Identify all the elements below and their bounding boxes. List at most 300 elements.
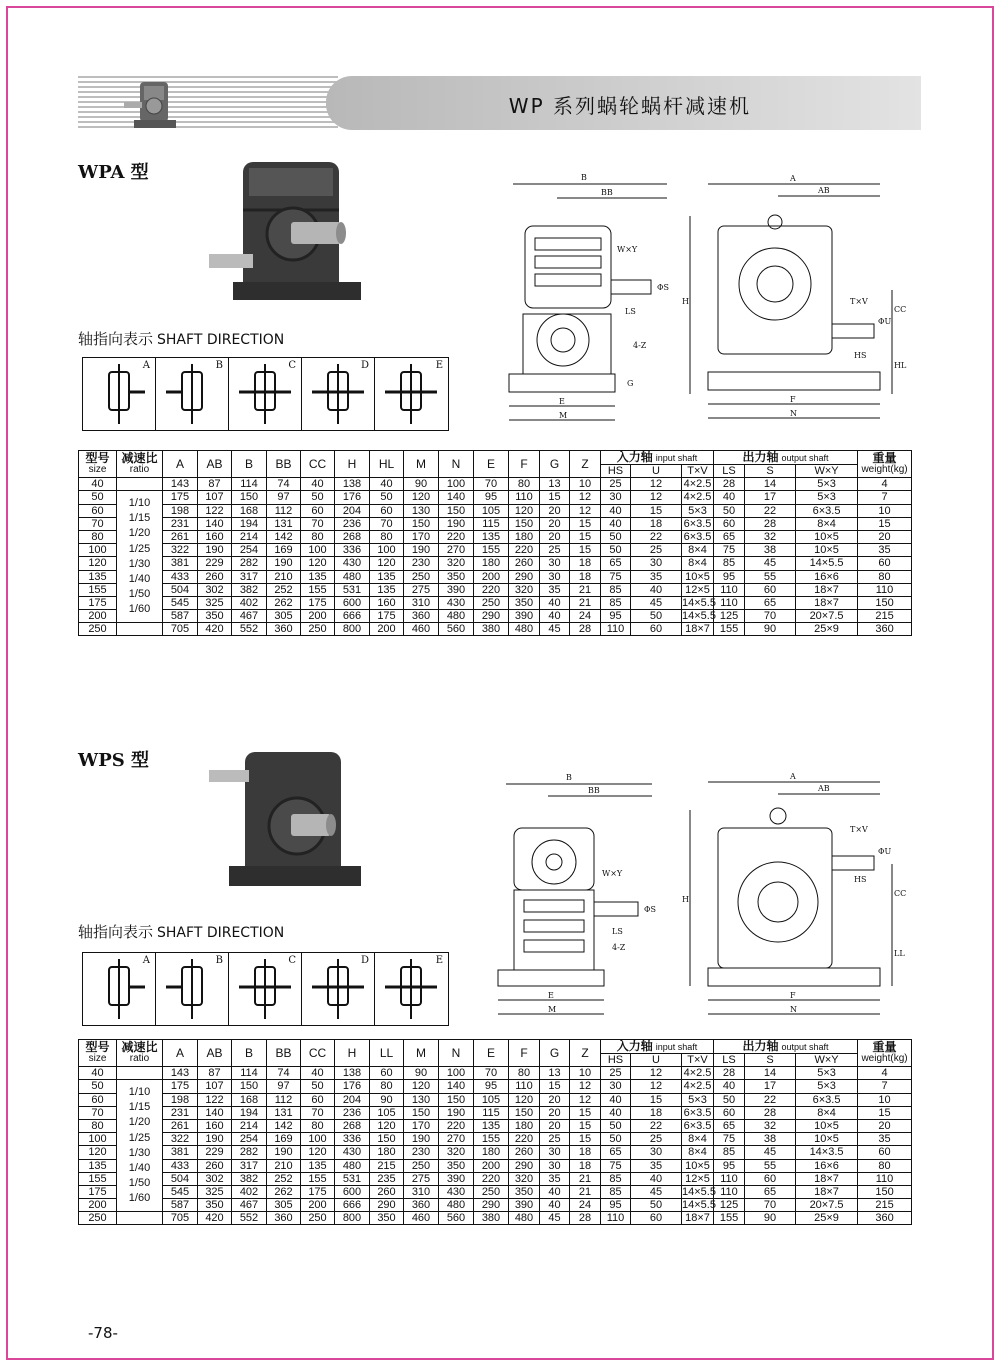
table-cell: 200 (474, 1159, 509, 1172)
table-cell: 50 (601, 544, 631, 557)
drawing-label: A (790, 174, 796, 183)
table-cell: 260 (509, 557, 540, 570)
table-cell: 120 (509, 504, 540, 517)
table-cell: 20×7.5 (796, 610, 858, 623)
table-cell: 10×5 (796, 544, 858, 557)
table-cell: 190 (267, 1146, 301, 1159)
wps-shaft-direction-en: SHAFT DIRECTION (157, 925, 285, 941)
table-cell: 150 (439, 504, 474, 517)
table-cell: 65 (601, 557, 631, 570)
table-row (79, 504, 912, 517)
table-cell: 290 (474, 610, 509, 623)
table-cell: 60 (79, 1093, 117, 1106)
table-cell: 35 (858, 1133, 912, 1146)
table-cell: 120 (404, 491, 439, 504)
table-cell: 190 (439, 1106, 474, 1119)
table-cell: 7 (858, 1080, 912, 1093)
table-cell: 28 (714, 478, 745, 491)
table-cell: 430 (335, 1146, 370, 1159)
dim-header: A (163, 451, 198, 478)
output-col-header: S (745, 1054, 796, 1067)
table-cell: 215 (858, 610, 912, 623)
wps-direction-e (375, 953, 448, 1025)
table-cell: 90 (370, 1093, 404, 1106)
table-cell: 25 (601, 1067, 631, 1080)
table-cell: 350 (198, 1199, 232, 1212)
ratio-value: 1/15 (128, 512, 151, 525)
table-cell: 200 (474, 570, 509, 583)
table-cell: 302 (198, 583, 232, 596)
table-cell: 150 (509, 517, 540, 530)
table-cell: 250 (474, 1185, 509, 1198)
table-cell: 32 (745, 1119, 796, 1132)
table-cell: 15 (540, 1080, 570, 1093)
table-cell: 122 (198, 1093, 232, 1106)
dim-header: BB (267, 451, 301, 478)
table-cell: 32 (745, 530, 796, 543)
table-row (79, 1119, 912, 1132)
table-cell: 135 (370, 583, 404, 596)
table-cell: 268 (335, 530, 370, 543)
table-cell: 35 (540, 583, 570, 596)
table-cell: 40 (601, 504, 631, 517)
table-cell: 220 (474, 583, 509, 596)
table-cell: 322 (163, 544, 198, 557)
table-cell: 20 (540, 517, 570, 530)
table-cell: 90 (745, 1212, 796, 1225)
table-cell: 20 (540, 1106, 570, 1119)
table-cell: 65 (714, 1119, 745, 1132)
table-cell: 420 (198, 1212, 232, 1225)
table-cell: 20 (858, 530, 912, 543)
table-cell: 21 (570, 583, 601, 596)
table-cell: 22 (745, 504, 796, 517)
table-cell: 30 (631, 557, 682, 570)
drawing-label: W×Y (617, 245, 638, 254)
table-cell: 70 (474, 1067, 509, 1080)
table-cell: 45 (745, 557, 796, 570)
table-cell: 317 (232, 1159, 267, 1172)
table-cell: 12 (570, 1080, 601, 1093)
ratio-value: 1/10 (128, 1086, 151, 1098)
table-cell: 35 (540, 1172, 570, 1185)
page-number: -78- (88, 1324, 118, 1342)
ratio-header: 减速比 ratio (117, 1040, 163, 1067)
table-cell: 350 (198, 610, 232, 623)
table-cell: 100 (79, 544, 117, 557)
drawing-label: LL (894, 949, 905, 958)
table-cell: 80 (301, 1119, 335, 1132)
drawing-label: F (790, 395, 796, 404)
output-col-header: LS (714, 1054, 745, 1067)
banner-stripes (78, 76, 338, 130)
dim-header: H (335, 1040, 370, 1067)
table-cell: 18 (570, 1146, 601, 1159)
drawing-label: CC (894, 305, 907, 314)
table-cell: 322 (163, 1133, 198, 1146)
table-cell: 40 (601, 1093, 631, 1106)
direction-letter: C (288, 360, 296, 371)
table-cell: 705 (163, 1212, 198, 1225)
table-cell: 14 (745, 1067, 796, 1080)
direction-letter: C (288, 955, 296, 966)
table-cell: 229 (198, 557, 232, 570)
table-cell: 35 (858, 544, 912, 557)
table-cell: 215 (858, 1199, 912, 1212)
table-cell: 6×3.5 (682, 530, 714, 543)
dim-header: B (232, 451, 267, 478)
table-cell: 4×2.5 (682, 478, 714, 491)
table-cell: 229 (198, 1146, 232, 1159)
table-cell: 262 (267, 596, 301, 609)
table-cell: 190 (198, 1133, 232, 1146)
dim-header: G (540, 1040, 570, 1067)
table-cell: 8×4 (682, 1146, 714, 1159)
table-cell: 20 (540, 530, 570, 543)
table-cell: 15 (631, 1093, 682, 1106)
table-cell: 4×2.5 (682, 491, 714, 504)
table-cell: 40 (370, 478, 404, 491)
table-cell: 545 (163, 1185, 198, 1198)
input-col-header: U (631, 465, 682, 478)
table-cell: 15 (570, 1106, 601, 1119)
table-cell: 150 (232, 491, 267, 504)
wpa-spec-table (78, 450, 912, 636)
table-cell: 28 (745, 517, 796, 530)
table-cell: 65 (601, 1146, 631, 1159)
table-cell: 198 (163, 1093, 198, 1106)
dim-header: M (404, 451, 439, 478)
table-cell: 8×4 (682, 544, 714, 557)
table-header-row (79, 1040, 912, 1054)
table-cell: 120 (301, 1146, 335, 1159)
table-cell: 290 (474, 1199, 509, 1212)
table-cell: 95 (601, 610, 631, 623)
table-cell: 125 (714, 1199, 745, 1212)
table-cell: 150 (370, 1133, 404, 1146)
table-cell: 110 (509, 491, 540, 504)
table-cell: 50 (631, 610, 682, 623)
table-cell: 666 (335, 1199, 370, 1212)
wpa-front-view-drawing (505, 168, 675, 430)
wpa-shaft-direction-en: SHAFT DIRECTION (157, 332, 285, 348)
table-cell: 180 (370, 1146, 404, 1159)
direction-letter: A (142, 955, 150, 966)
wpa-side-view-drawing (682, 172, 912, 424)
table-cell: 360 (404, 610, 439, 623)
table-cell: 302 (198, 1172, 232, 1185)
table-cell: 10×5 (682, 1159, 714, 1172)
table-cell: 282 (232, 1146, 267, 1159)
table-cell: 402 (232, 596, 267, 609)
table-cell: 38 (745, 544, 796, 557)
table-cell: 12×5 (682, 1172, 714, 1185)
table-cell: 18 (570, 1159, 601, 1172)
table-cell: 18 (570, 570, 601, 583)
dim-header: LL (370, 1040, 404, 1067)
drawing-label: F (790, 991, 796, 1000)
table-row (79, 517, 912, 530)
table-cell: 10×5 (682, 570, 714, 583)
table-cell: 200 (79, 1199, 117, 1212)
table-row (79, 478, 912, 491)
drawing-label: W×Y (602, 869, 623, 878)
table-cell: 30 (631, 1146, 682, 1159)
table-row (79, 491, 912, 504)
table-cell: 13 (540, 1067, 570, 1080)
drawing-label: 4-Z (633, 341, 647, 350)
table-cell: 60 (858, 1146, 912, 1159)
wps-direction-d (302, 953, 375, 1025)
table-cell: 236 (335, 517, 370, 530)
table-cell: 260 (509, 1146, 540, 1159)
table-cell: 215 (370, 1159, 404, 1172)
direction-letter: A (142, 360, 150, 371)
table-header-row (79, 451, 912, 465)
drawing-label: AB (818, 186, 830, 195)
table-cell: 15 (858, 1106, 912, 1119)
table-cell: 65 (714, 530, 745, 543)
table-cell: 220 (509, 1133, 540, 1146)
table-cell: 135 (301, 570, 335, 583)
table-cell: 140 (439, 491, 474, 504)
table-cell: 7 (858, 491, 912, 504)
table-cell: 135 (370, 570, 404, 583)
table-cell: 200 (79, 610, 117, 623)
table-cell: 45 (540, 623, 570, 636)
table-cell: 194 (232, 1106, 267, 1119)
wps-side-view-drawing (682, 770, 912, 1022)
table-cell: 210 (267, 1159, 301, 1172)
table-cell: 35 (631, 570, 682, 583)
drawing-label: N (790, 409, 797, 418)
table-cell: 25 (601, 478, 631, 491)
table-cell: 74 (267, 478, 301, 491)
table-row (79, 596, 912, 609)
dim-header: BB (267, 1040, 301, 1067)
table-cell: 336 (335, 544, 370, 557)
size-header: 型号 size (79, 451, 117, 478)
table-cell: 135 (474, 1119, 509, 1132)
table-cell: 140 (198, 517, 232, 530)
table-cell: 390 (509, 610, 540, 623)
page-banner (78, 76, 921, 130)
table-cell: 75 (714, 544, 745, 557)
output-col-header: W×Y (796, 1054, 858, 1067)
table-cell: 55 (745, 570, 796, 583)
table-row (79, 1106, 912, 1119)
table-cell: 170 (404, 530, 439, 543)
table-cell: 250 (404, 1159, 439, 1172)
drawing-label: ΦU (878, 847, 892, 856)
table-cell: 14 (745, 478, 796, 491)
table-cell: 30 (540, 1159, 570, 1172)
drawing-label: ΦS (657, 283, 670, 292)
table-cell: 6×3.5 (796, 1093, 858, 1106)
table-cell: 5×3 (796, 478, 858, 491)
table-cell: 460 (404, 1212, 439, 1225)
table-cell: 10 (570, 1067, 601, 1080)
table-cell: 110 (714, 1185, 745, 1198)
drawing-label: HS (854, 875, 867, 884)
wpa-direction-b (156, 358, 229, 430)
table-cell: 50 (631, 1199, 682, 1212)
table-cell: 6×3.5 (796, 504, 858, 517)
table-cell: 17 (745, 1080, 796, 1093)
table-cell: 12 (631, 1080, 682, 1093)
table-cell: 40 (601, 517, 631, 530)
table-cell: 85 (601, 1172, 631, 1185)
table-cell: 325 (198, 596, 232, 609)
wps-direction-c (229, 953, 302, 1025)
table-cell: 8×4 (796, 1106, 858, 1119)
table-cell: 140 (439, 1080, 474, 1093)
table-cell: 28 (745, 1106, 796, 1119)
table-cell: 40 (714, 491, 745, 504)
table-cell: 390 (439, 583, 474, 596)
table-cell: 420 (198, 623, 232, 636)
table-cell: 18 (631, 517, 682, 530)
dim-header: B (232, 1040, 267, 1067)
table-cell: 15 (570, 530, 601, 543)
table-cell: 85 (714, 1146, 745, 1159)
drawing-label: LS (612, 927, 623, 936)
table-cell: 254 (232, 1133, 267, 1146)
table-cell: 18×7 (796, 1185, 858, 1198)
drawing-label: M (559, 411, 568, 420)
table-row (79, 1146, 912, 1159)
table-cell: 5×3 (796, 491, 858, 504)
table-cell: 430 (439, 1185, 474, 1198)
table-cell: 18×7 (682, 1212, 714, 1225)
table-cell: 200 (370, 623, 404, 636)
table-cell: 175 (79, 596, 117, 609)
direction-letter: E (435, 360, 443, 371)
dim-header: F (509, 451, 540, 478)
table-cell: 131 (267, 517, 301, 530)
table-cell: 50 (301, 491, 335, 504)
table-cell: 230 (404, 557, 439, 570)
dim-header: CC (301, 1040, 335, 1067)
table-cell: 18 (631, 1106, 682, 1119)
table-cell: 12×5 (682, 583, 714, 596)
table-cell: 80 (509, 478, 540, 491)
table-cell: 200 (301, 610, 335, 623)
dim-header: H (335, 451, 370, 478)
table-cell: 30 (540, 1146, 570, 1159)
wpa-direction-a (83, 358, 156, 430)
table-cell: 360 (404, 1199, 439, 1212)
table-cell: 142 (267, 530, 301, 543)
table-cell: 160 (370, 596, 404, 609)
table-cell: 800 (335, 1212, 370, 1225)
table-cell: 150 (232, 1080, 267, 1093)
table-cell: 60 (714, 517, 745, 530)
table-cell: 180 (509, 1119, 540, 1132)
ratio-value: 1/15 (128, 1101, 151, 1114)
table-cell: 155 (301, 1172, 335, 1185)
table-cell: 360 (858, 623, 912, 636)
table-cell: 40 (631, 1172, 682, 1185)
table-cell: 20 (858, 1119, 912, 1132)
table-cell: 261 (163, 530, 198, 543)
dim-header: A (163, 1040, 198, 1067)
table-cell: 235 (370, 1172, 404, 1185)
table-cell: 15 (570, 1119, 601, 1132)
table-cell: 110 (714, 596, 745, 609)
table-cell: 155 (474, 544, 509, 557)
ratio-value: 1/50 (128, 1177, 151, 1190)
table-cell: 4 (858, 478, 912, 491)
table-cell: 100 (439, 478, 474, 491)
table-cell: 105 (474, 1093, 509, 1106)
ratio-value: 1/25 (128, 542, 151, 555)
table-cell: 560 (439, 623, 474, 636)
table-cell: 60 (631, 623, 682, 636)
table-cell: 150 (509, 1106, 540, 1119)
table-cell: 120 (370, 557, 404, 570)
table-cell: 110 (714, 1172, 745, 1185)
table-cell: 12 (631, 478, 682, 491)
wpa-shaft-direction-caption (78, 328, 284, 349)
table-cell: 150 (439, 1093, 474, 1106)
table-cell: 175 (163, 1080, 198, 1093)
table-cell: 150 (858, 596, 912, 609)
table-cell: 320 (439, 557, 474, 570)
table-cell: 155 (714, 623, 745, 636)
table-cell: 382 (232, 583, 267, 596)
table-cell: 290 (509, 1159, 540, 1172)
table-cell: 100 (370, 544, 404, 557)
table-cell: 90 (404, 1067, 439, 1080)
table-cell: 17 (745, 491, 796, 504)
table-cell: 290 (370, 1199, 404, 1212)
table-cell: 25×9 (796, 1212, 858, 1225)
table-cell: 175 (301, 596, 335, 609)
dim-header: AB (198, 451, 232, 478)
table-cell: 6×3.5 (682, 517, 714, 530)
table-cell: 22 (631, 530, 682, 543)
table-cell: 169 (267, 544, 301, 557)
table-cell: 14×3.5 (796, 1146, 858, 1159)
drawing-label: ΦS (644, 905, 657, 914)
output-col-header: LS (714, 465, 745, 478)
table-cell: 45 (631, 596, 682, 609)
table-cell: 430 (335, 557, 370, 570)
table-cell: 30 (601, 1080, 631, 1093)
table-cell: 480 (335, 570, 370, 583)
input-col-header: U (631, 1054, 682, 1067)
table-cell: 8×4 (682, 1133, 714, 1146)
dim-header: HL (370, 451, 404, 478)
table-cell: 80 (370, 530, 404, 543)
ratio-cell (117, 478, 163, 491)
table-cell: 60 (301, 504, 335, 517)
table-cell: 305 (267, 610, 301, 623)
table-cell: 13 (540, 478, 570, 491)
table-cell: 40 (601, 1106, 631, 1119)
table-row (79, 557, 912, 570)
table-cell: 30 (540, 557, 570, 570)
table-cell: 252 (267, 1172, 301, 1185)
table-cell: 320 (509, 583, 540, 596)
table-cell: 80 (509, 1067, 540, 1080)
table-cell: 80 (79, 1119, 117, 1132)
table-cell: 40 (79, 478, 117, 491)
table-cell: 14×5.5 (682, 610, 716, 623)
table-cell: 60 (370, 504, 404, 517)
input-col-header: HS (601, 1054, 631, 1067)
